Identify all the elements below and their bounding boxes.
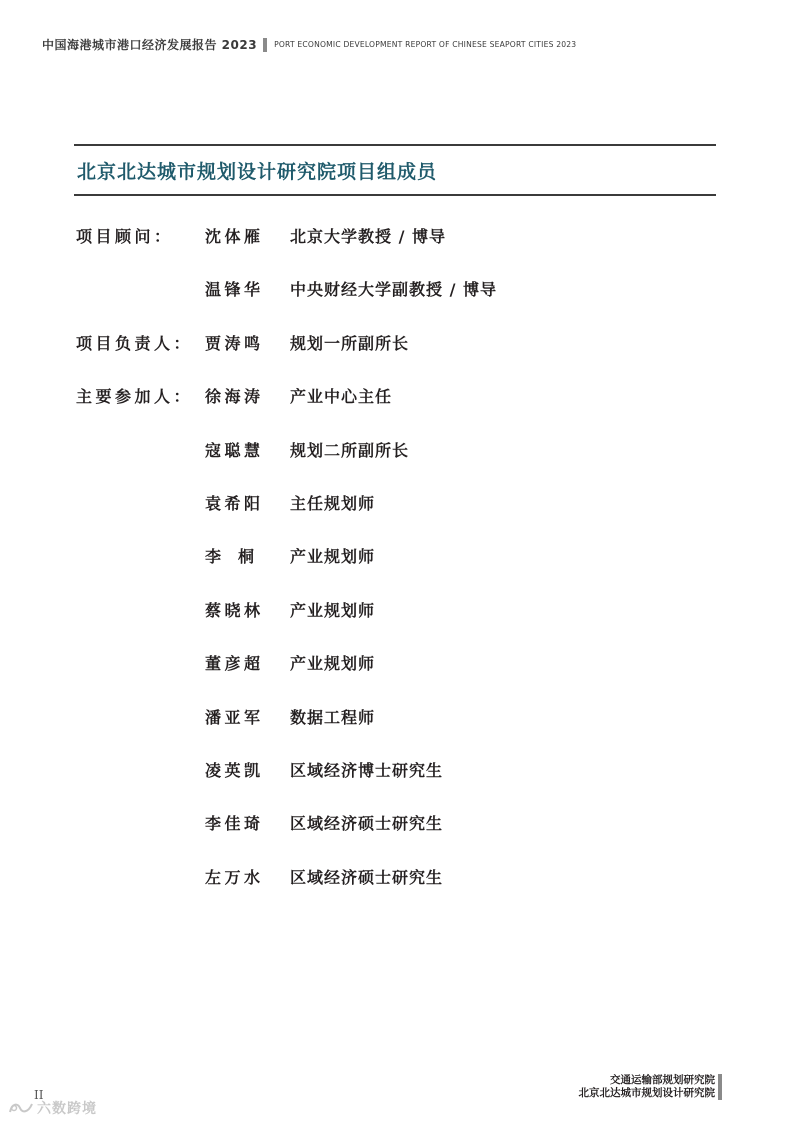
roster-name: 左万水 xyxy=(205,868,264,887)
roster-title: 区域经济硕士研究生 xyxy=(290,814,444,833)
footer-institutions xyxy=(579,1074,716,1100)
roster-title: 数据工程师 xyxy=(290,708,376,727)
roster-title: 中央财经大学副教授 / 博导 xyxy=(290,280,497,299)
roster-name: 李佳琦 xyxy=(205,814,264,833)
roster-title: 主任规划师 xyxy=(290,494,376,513)
roster-role: 项目顾问： xyxy=(76,227,174,246)
roster-name: 袁希阳 xyxy=(205,494,264,513)
roster-title: 规划一所副所长 xyxy=(290,334,410,353)
watermark-logo-icon xyxy=(8,1101,34,1115)
roster-role: 主要参加人： xyxy=(76,387,194,406)
roster-name: 李桐 xyxy=(205,547,272,566)
page-number: II xyxy=(34,1088,44,1102)
roster-title: 北京大学教授 / 博导 xyxy=(290,227,446,246)
roster-name: 贾涛鸣 xyxy=(205,334,264,353)
footer-line-2: 北京北达城市规划设计研究院 xyxy=(578,1087,715,1099)
header-title-cn: 中国海港城市港口经济发展报告 2023 xyxy=(42,38,258,52)
roster-title: 规划二所副所长 xyxy=(290,441,410,460)
header-title-en: PORT ECONOMIC DEVELOPMENT REPORT OF CHINESE SEAPORT CITIES 2023 xyxy=(274,40,577,49)
roster-role: 项目负责人： xyxy=(76,334,194,353)
roster-title: 产业规划师 xyxy=(290,547,376,566)
roster-name: 沈体雁 xyxy=(205,227,264,246)
roster-title: 产业中心主任 xyxy=(290,387,393,406)
roster-name: 董彦超 xyxy=(205,654,264,673)
roster-name: 徐海涛 xyxy=(205,387,264,406)
roster-title: 产业规划师 xyxy=(290,654,376,673)
roster-title: 区域经济博士研究生 xyxy=(290,761,444,780)
roster-title: 产业规划师 xyxy=(290,601,376,620)
watermark xyxy=(8,1098,97,1118)
roster-name: 潘亚军 xyxy=(205,708,264,727)
member-roster xyxy=(76,0,716,1000)
roster-name: 温锋华 xyxy=(205,280,264,299)
roster-name: 凌英凯 xyxy=(205,761,264,780)
footer-divider xyxy=(718,1074,722,1100)
roster-name: 寇聪慧 xyxy=(205,441,264,460)
watermark-text: 六数跨境 xyxy=(37,1101,97,1117)
roster-name: 蔡晓林 xyxy=(205,601,264,620)
roster-title: 区域经济硕士研究生 xyxy=(290,868,444,887)
footer-line-1: 交通运输部规划研究院 xyxy=(610,1074,715,1086)
section-title: 北京北达城市规划设计研究院项目组成员 xyxy=(77,161,438,183)
